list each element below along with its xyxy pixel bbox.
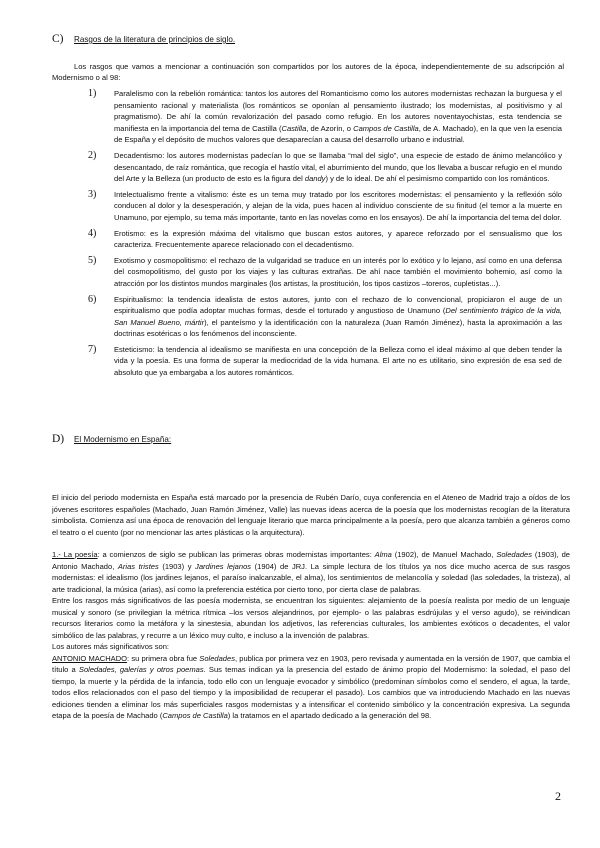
item-text: Intelectualismo frente a vitalismo: éste es un tema muy tratado por los escritores modernistas: el pensamiento y la reflexión sólo conducen al dolor y la desesperación, y alejan de la vida, pues hacen al individuo consciente de su finitud (el temor a la muerte en Unamuno, por ejemplo, su tema más importante, tanto en las novelas como en los ensayos). De ahí la importancia del tema del dolor. — [114, 189, 562, 222]
item-text: Esteticismo: la tendencia al idealismo se manifiesta en una concepción de la Belleza como el ideal máximo al que deben tender la vida y la poesía. Es una forma de superar la mediocridad de la vida humana. El arte no es utilitario, sino expresión de esa sed de absoluto que ya embargaba a los autores románticos. — [114, 344, 562, 378]
section-d-letter: D) — [52, 433, 65, 445]
list-item — [56, 150, 564, 185]
paragraph-autores: Los autores más significativos son: — [52, 642, 170, 651]
item-number: 5) — [88, 254, 97, 266]
modernismo-body — [52, 492, 570, 722]
list-item — [56, 255, 564, 290]
list-item — [56, 189, 564, 224]
item-number: 3) — [88, 188, 97, 200]
item-number: 1) — [88, 88, 97, 99]
item-text: Erotismo: es la expresión máxima del vitalismo que buscan estos autores, y aparece reforzado por el sensualismo que los caracteriza. Frecuentemente aparece relacionado con el decadentismo. — [114, 228, 562, 250]
section-c-title: Rasgos de la literatura de principios de siglo. — [74, 35, 236, 44]
item-text: Exotismo y cosmopolitismo: el rechazo de la vulgaridad se traduce en un interés por lo exótico y lo lejano, así como en una defensa del cosmopolitismo, del gusto por los viajes y las culturas extrañas. De ahí nace también el movimiento bohemio, así como la atracción por los distintos mundos marginales (los artistas, la prostitución, los tipos castizos –toreros, cupletistas...). — [114, 255, 562, 288]
intro-paragraph: Los rasgos que vamos a mencionar a continuación son compartidos por los autores de la época, independientemente de su adscripción al Modernismo o al 98: — [52, 62, 564, 82]
section-c-heading — [52, 33, 235, 45]
page-number: 2 — [555, 789, 561, 803]
item-number: 2) — [88, 149, 97, 161]
paragraph-poesia: 1.- La poesía: a comienzos de siglo se publican las primeras obras modernistas importantes: Alma (1902), de Manuel Machado, Soledades (1903), de Antonio Machado, Arias tristes (1903) y Jardines lejanos (1904) de JRJ. La simple lectura de los títulos ya nos dice mucho acerca de sus rasgos modernistas: el idealismo (los jardines lejanos, el paraíso inalcanzable, el alma), los sentimientos de melancolía y soledad (las soledades, la tristeza), al arte tradicional, la música (arias), así como la preferencia estética por cierto tono, por cierta clase de palabras. — [52, 550, 571, 594]
section-c-letter: C) — [52, 33, 64, 45]
paragraph-rasgos: Entre los rasgos más significativos de las poesía modernista, se encuentran los siguientes: alejamiento de la poesía realista por medio de un lenguaje musical y sonoro (se privilegian la métrica rítmica –los versos alejandrinos, por ejemplo- o las palabras esdrújulas y el verso agudo), se reivindican recursos literarios como la metáfora y la sinestesia, abundan los adjetivos, las referencias culturales, los ambientes exóticos o decadentes, el valor simbólico de las palabras, y recurre a un léxico muy culto, e incluso a la invención de palabras. — [52, 596, 570, 640]
list-item — [56, 228, 564, 251]
item-number: 6) — [88, 293, 97, 305]
section-d-heading — [52, 433, 171, 445]
paragraph-machado: ANTONIO MACHADO: su primera obra fue Soledades, publica por primera vez en 1903, pero revisada y aumentada en la versión de 1907, que cambia el título a Soledades, galerías y otros poemas. Sus temas indican ya la presencia del estado de ánimo propio del Modernismo: la soledad, el paso del tiempo, la muerte y la pérdida de la infancia, todo ello con un lenguaje evocador y simbólico (predominan símbolos como el sendero, el agua, la tarde, todos ellos relacionados con el paso del tiempo y la imposibilidad de recuperar el pasado). Los cambios que va introduciendo Machado en las nuevas ediciones tienden a eliminar los más superficiales rasgos modernistas y a intensificar el contenido simbólico y la concentración expresiva. La segunda etapa de la poesía de Machado (Campos de Castilla) la tratamos en el apartado dedicado a la generación del 98. — [52, 653, 570, 720]
item-text: Decadentismo: los autores modernistas padecían lo que se llamaba “mal del siglo”, una especie de estado de ánimo melancólico y desencantado, de raíz romántica, que recogía el hastío vital, el aburrimiento del mundo, que los llevaba a buscar refugio en el mundo del Arte y la Belleza (un producto de esto es la figura del dandy) y de lo ideal. De ahí el pesimismo compartido con los románticos. — [114, 150, 562, 184]
item-text: Paralelismo con la rebelión romántica: tantos los autores del Romanticismo como los autores modernistas rechazan la burguesa y el pensamiento racional y materialista (los románticos se oponían al pensamiento ilustrado; los modernistas, al positivismo y al pragmatismo). De ahí la común revalorización del pasado como refugio. En los autores noventayochistas, esta tendencia se manifiesta en la importancia del tema de Castilla (Castilla, de Azorín, o Campos de Castilla, de A. Machado), en la que ven la esencia de España y el depósito de muchos valores que desaparecían a causa del desarrollo urbano e industrial. — [114, 89, 562, 145]
list-item — [56, 88, 564, 146]
paragraph-intro: El inicio del periodo modernista en España está marcado por la presencia de Rubén Darío, cuya conferencia en el Ateneo de Madrid trajo a oídos de los jóvenes escritores españoles (Machado, Juan Ramón Jiménez, Valle) las nuevas ideas acerca de la poesía que los modernistas recogían de la literatura simbolista. Comienza así una época de renovación del lenguaje literario que marca principalmente a la poesía, pero que alcanza también a géneros como el teatro o el cuento (por no mencionar las artes plásticas o la arquitectura). — [52, 493, 570, 537]
item-number: 4) — [88, 227, 97, 239]
traits-list — [56, 88, 564, 383]
list-item — [56, 344, 564, 379]
section-d-title: El Modernismo en España: — [74, 435, 172, 444]
item-text: Espiritualismo: la tendencia idealista de estos autores, junto con el rechazo de lo convencional, propiciaron el auge de un espiritualismo que podía adoptar muchas formas, desde el torturado y angustioso de Unamuno (Del sentimiento trágico de la vida, San Manuel Bueno, mártir), el panteísmo y la identificación con la naturaleza (Juan Ramón Jiménez), hasta la aproximación a las doctrinas esotéricas o los fenómenos del inconsciente. — [114, 294, 563, 339]
item-number: 7) — [88, 343, 97, 355]
list-item — [56, 294, 564, 340]
